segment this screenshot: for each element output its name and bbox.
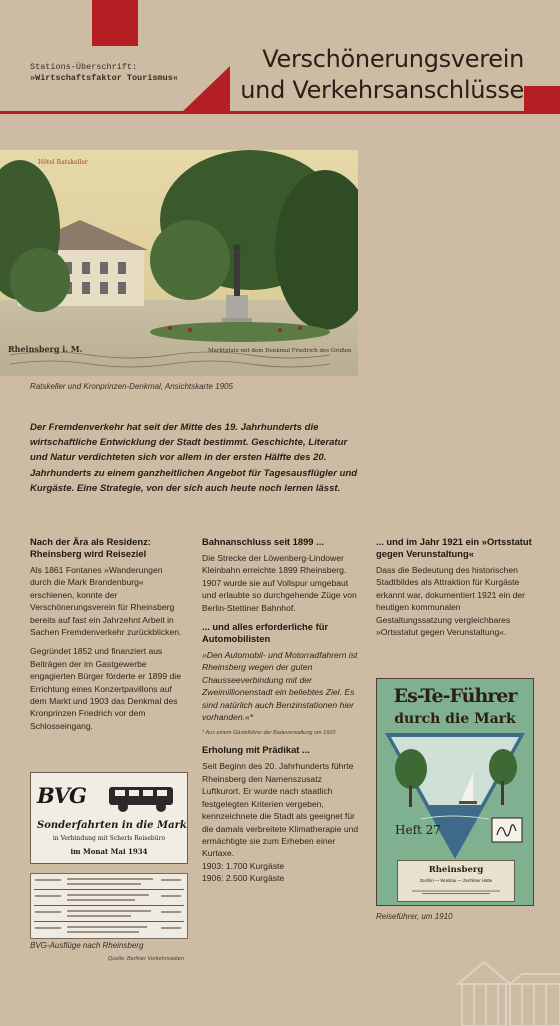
postcard-caption: Ratskeller und Kronprinzen-Denkmal, Ansichtskarte 1905: [30, 382, 233, 391]
bvg-timetable: [30, 873, 188, 939]
header-red-wedge: [180, 66, 230, 114]
title-line-2: und Verkehrsanschlüsse: [240, 76, 524, 104]
col1-heading: Nach der Ära als Residenz: Rheinsberg wird Reiseziel: [30, 536, 151, 559]
building-outline-decoration: [452, 954, 560, 1026]
kicker-value: »Wirtschaftsfaktor Tourismus«: [30, 73, 178, 83]
column-transport: [202, 536, 360, 885]
guide-caption: Reiseführer, um 1910: [376, 912, 453, 921]
bus-icon: [105, 779, 181, 815]
header-rule: [0, 111, 560, 114]
col2-paragraph-rail: Die Strecke der Löwenberg-Lindower Kleinbahn erreichte 1899 Rheinsberg. 1907 wurde sie auf Vollspur umgebaut und erlaubte so durchgehende Züge von Berlin-Stettiner Bahnhof.: [202, 553, 357, 613]
guide-place: Rheinsberg: [428, 865, 484, 875]
timetable-text-lines: [31, 874, 187, 938]
title-line-1: Verschönerungsverein: [262, 45, 524, 73]
intro-text: Der Fremdenverkehr hat seit der Mitte des 19. Jahrhunderts die wirtschaftliche Entwicklung der Stadt bestimmt. Geschichte, Literatur und Natur verdichteten sich vor allem in der ersten Hälfte des 20. Jahrhunderts zu einem ganzheitlichen Angebot für Tagesausflügler und Kurgäste. Eine Strategie, von der sich auch heute noch lernen lässt.: [30, 422, 358, 494]
col3-paragraph: Dass die Bedeutung des historischen Stadtbildes als Attraktion für Kurgäste erkannt war, dokumentiert 1921 ein der heutigen kommunalen Gestaltungssatzung vergleichbares »Ortsstatut gegen Verunstaltung«.: [376, 565, 526, 638]
guide-title: Es-Te-Führer: [393, 685, 517, 707]
guide-issue: Heft 27: [395, 823, 441, 837]
bvg-month: im Monat Mai 1934: [70, 847, 148, 856]
guide-publisher-imprint: [398, 889, 514, 895]
col1-paragraph-1: Als 1861 Fontanes »Wanderungen durch die Mark Brandenburg« erschienen, konnte der Verschönerungsverein für Rheinsberg bereits auf fast ein Jahrzehnt Arbeit in Sachen Fremdenverkehr zurückblicken.: [30, 565, 182, 638]
guide-label-box: [397, 860, 515, 902]
col2-heading-spa: Erholung mit Prädikat ...: [202, 744, 310, 756]
kicker-label: Stations-Überschrift:: [30, 62, 138, 72]
header-red-tab: [524, 86, 560, 114]
source-note: Quelle: Berliner Verkehrsseiten: [108, 956, 184, 962]
guide-subtitle: durch die Mark: [394, 711, 516, 727]
col2-stat-1903: 1903: 1.700 Kurgäste: [202, 860, 285, 871]
column-statute: [376, 536, 532, 645]
col3-heading: ... und im Jahr 1921 ein »Ortsstatut gegen Verunstaltung«: [376, 536, 532, 559]
bvg-caption: BVG-Ausflüge nach Rheinsberg: [30, 941, 144, 950]
postcard-sign: Hôtel Ratskeller: [38, 159, 88, 166]
col2-footnote: * Aus einem Gästeführer der Badeverwaltung um 1910: [202, 730, 336, 737]
col1-paragraph-2: Gegründet 1852 und finanziert aus Beiträgen der im Gastgewerbe engagierten Bürger förderte er 1899 die Errichtung eines Konzertpavillons auf dem Markt und 1903 das Denkmal des Kronprinzen Friedrich vor dem Schlosseingang.: [30, 646, 181, 731]
col2-stat-1906: 1906: 2.500 Kurgäste: [202, 873, 285, 884]
col2-paragraph-spa: Seit Beginn des 20. Jahrhunderts führte Rheinsberg den Namenszusatz Luftkurort. Er wurde nach staatlich festgelegten Kriterien vergeben, kennzeichnete die Stadt als geeignet für die damals verbreitete Klimatherapie und ermächtigte sie zum Erheben einer Kurtaxe.: [202, 761, 359, 859]
postcard-print-text: Marktplatz mit dem Denkmal Friedrich des Großen: [208, 348, 352, 354]
col2-heading-auto: ... und alles erforderliche für Automobilisten: [202, 621, 329, 645]
handwritten-mark: [491, 817, 523, 843]
postcard-image: [0, 150, 358, 376]
travel-guide-cover: [376, 678, 534, 906]
bvg-logo: BVG: [37, 783, 86, 808]
col2-quote: »Den Automobil- und Motorradfahrern ist Rheinsberg wegen der guten Chausseeverbindung mit der Zweimillionenstadt ein beliebtes Ziel. Es sind natürlich auch Benzinstationen hier vorhanden.«*: [202, 650, 358, 723]
bvg-subline: in Verbindung mit Scherls Reisebüro: [52, 835, 166, 842]
col2-heading-rail: Bahnanschluss seit 1899 ...: [202, 536, 324, 547]
page-title: [224, 44, 524, 106]
guide-places-sub: Zechlin — Wustrau — Zechliner Hütte: [419, 878, 493, 883]
postcard-town: Rheinsberg i. M.: [8, 344, 83, 354]
header-red-block: [92, 0, 138, 46]
column-residence: [30, 536, 182, 739]
bvg-headline: Sonderfahrten in die Mark: [37, 820, 187, 831]
bvg-advert: [30, 772, 188, 864]
station-kicker: [30, 62, 178, 84]
